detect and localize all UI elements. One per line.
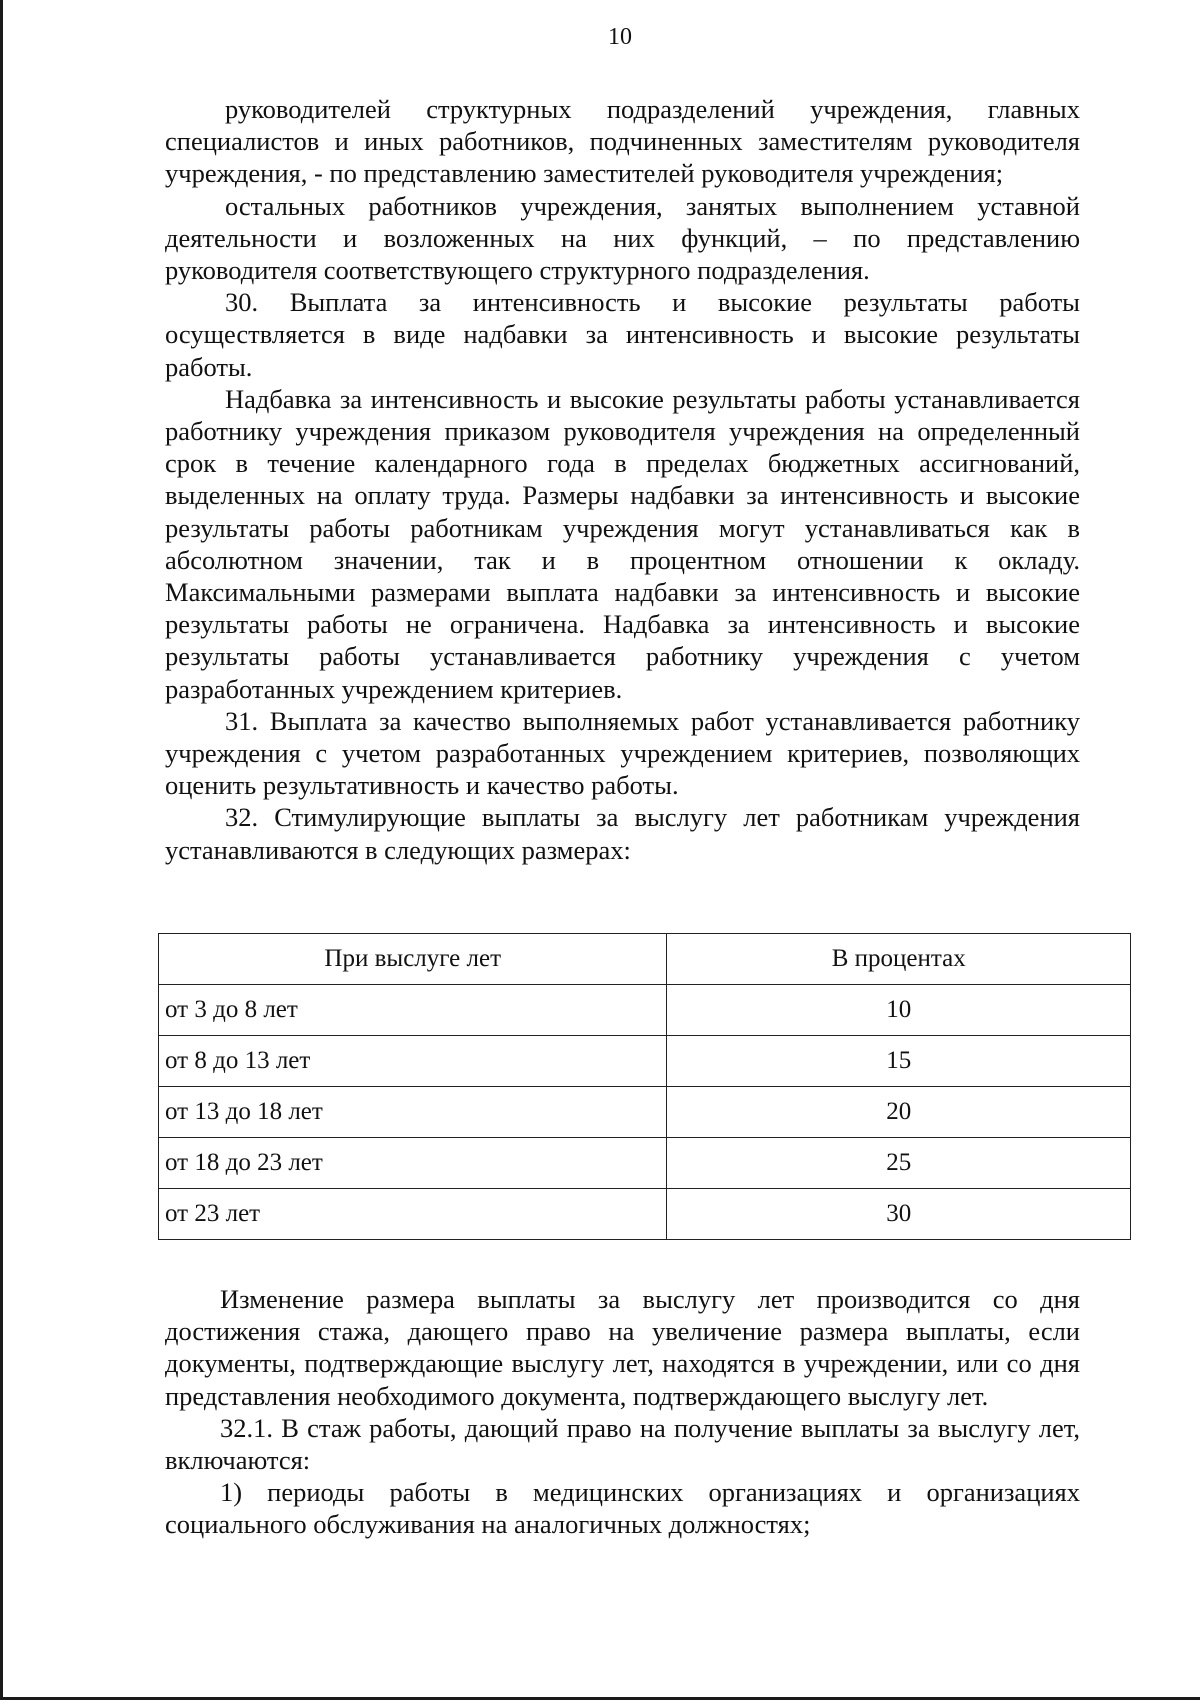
scan-edge-left [0, 0, 3, 1700]
table-header-row [159, 934, 1131, 985]
service-years-table [158, 933, 1131, 1240]
paragraph: остальных работников учреждения, занятых выполнением уставной деятельности и возложенных на них функций, – по представлению руководителя соответствующего структурного подразделения. [165, 190, 1080, 286]
page-number: 10 [608, 24, 632, 50]
document-body-continued [165, 1283, 1080, 1541]
table-cell-percent: 20 [667, 1087, 1131, 1138]
table-cell-percent: 25 [667, 1138, 1131, 1189]
table-cell-years: от 8 до 13 лет [159, 1036, 667, 1087]
table-cell-percent: 10 [667, 985, 1131, 1036]
document-body [165, 93, 1080, 866]
paragraph: 1) периоды работы в медицинских организациях и организациях социального обслуживания на аналогичных должностях; [165, 1477, 1080, 1540]
paragraph: Надбавка за интенсивность и высокие результаты работы устанавливается работнику учреждения приказом руководителя учреждения на определенный срок в течение календарного года в пределах бюджетных ассигнований, выделенных на оплату труда. Размеры надбавки за интенсивность и высокие результаты работы работникам учреждения могут устанавливаться как в абсолютном значении, так и в процентном отношении к окладу. Максимальными размерами выплата надбавки за интенсивность и высокие результаты работы не ограничена. Надбавка за интенсивность и высокие результаты работы устанавливается работнику учреждения с учетом разработанных учреждением критериев. [165, 383, 1080, 704]
table-cell-percent: 15 [667, 1036, 1131, 1087]
table-cell-years: от 23 лет [159, 1189, 667, 1240]
paragraph: 31. Выплата за качество выполняемых работ устанавливается работнику учреждения с учетом разработанных учреждением критериев, позволяющих оценить результативность и качество работы. [165, 705, 1080, 801]
paragraph: Изменение размера выплаты за выслугу лет производится со дня достижения стажа, дающего право на увеличение размера выплаты, если документы, подтверждающие выслугу лет, находятся в учреждении, или со дня представления необходимого документа, подтверждающего выслугу лет. [165, 1284, 1080, 1411]
table-cell-years: от 3 до 8 лет [159, 985, 667, 1036]
paragraph: руководителей структурных подразделений учреждения, главных специалистов и иных работников, подчиненных заместителям руководителя учреждения, - по представлению заместителей руководителя учреждения; [165, 94, 1080, 189]
table-row [159, 1087, 1131, 1138]
table-row [159, 1189, 1131, 1240]
table-row [159, 985, 1131, 1036]
table-row [159, 1138, 1131, 1189]
paragraph: 32. Стимулирующие выплаты за выслугу лет работникам учреждения устанавливаются в следующих размерах: [165, 802, 1080, 865]
table-row [159, 1036, 1131, 1087]
paragraph: 30. Выплата за интенсивность и высокие результаты работы осуществляется в виде надбавки за интенсивность и высокие результаты работы. [165, 287, 1080, 382]
table-cell-years: от 18 до 23 лет [159, 1138, 667, 1189]
table-header-years: При выслуге лет [159, 934, 667, 985]
table-header-percent: В процентах [667, 934, 1131, 985]
table-cell-years: от 13 до 18 лет [159, 1087, 667, 1138]
paragraph: 32.1. В стаж работы, дающий право на получение выплаты за выслугу лет, включаются: [165, 1412, 1080, 1476]
table-cell-percent: 30 [667, 1189, 1131, 1240]
